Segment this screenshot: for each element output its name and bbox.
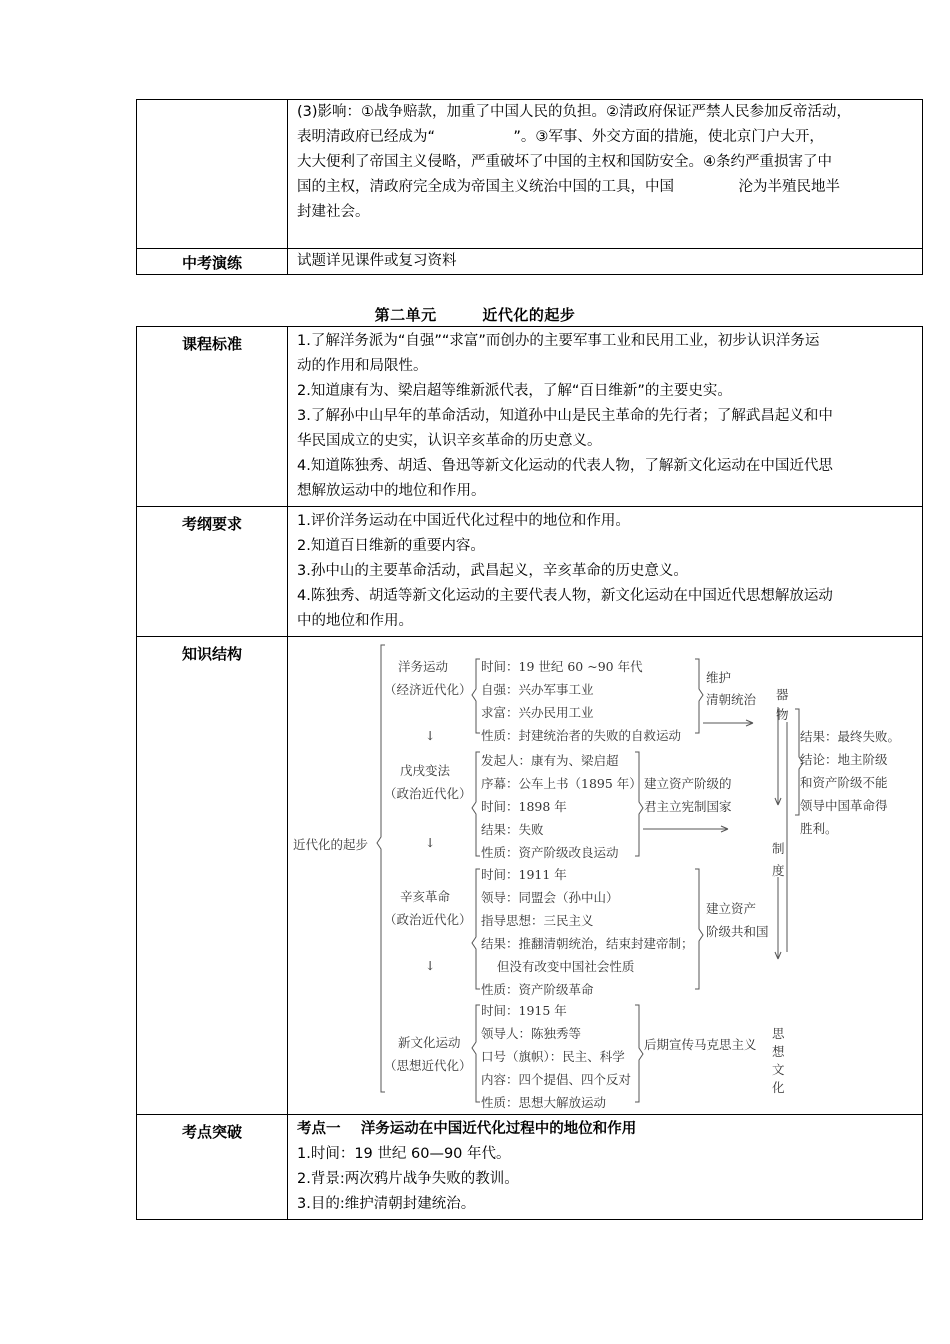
diagram-root: 近代化的起步	[293, 837, 369, 852]
outline-line: 3.孙中山的主要革命活动，武昌起义，辛亥革命的历史意义。	[297, 563, 688, 579]
level-thought: 思	[772, 1026, 785, 1041]
module-4-detail: 内容：四个提倡、四个反对	[481, 1072, 632, 1087]
standards-cell	[288, 327, 923, 507]
breakthrough-line: 2.背景:两次鸦片战争失败的教训。	[297, 1171, 519, 1187]
module-1-detail: 性质：封建统治者的失败的自救运动	[481, 728, 682, 743]
level-thought: 文	[772, 1062, 785, 1077]
breakthrough-title: 考点一 洋务运动在中国近代化过程中的地位和作用	[297, 1121, 637, 1137]
module-1-name: 洋务运动	[398, 659, 449, 674]
module-4-goal: 后期宣传马克思主义	[644, 1037, 757, 1052]
standards-label: 课程标准	[137, 327, 288, 507]
structure-cell	[288, 637, 923, 1115]
outline-line: 1.评价洋务运动在中国近代化过程中的地位和作用。	[297, 513, 630, 529]
impact-line: 表明清政府已经成为“ ”。③军事、外交方面的措施，使北京门户大开，	[297, 129, 824, 145]
top-table	[136, 99, 923, 275]
level-thought: 想	[772, 1044, 785, 1059]
module-4-detail: 口号（旗帜）：民主、科学	[481, 1049, 625, 1064]
down-arrow: ↓	[425, 728, 436, 743]
module-4-name: 新文化运动	[398, 1035, 461, 1050]
level-system: 制	[772, 841, 785, 856]
outline-line: 中的地位和作用。	[297, 613, 413, 629]
module-1-goal: 清朝统治	[706, 692, 757, 707]
module-2-sub: （政治近代化）	[384, 786, 472, 801]
module-2-goal: 建立资产阶级的	[644, 776, 732, 791]
standards-line: 1.了解洋务派为“自强”“求富”而创办的主要军事工业和民用工业，初步认识洋务运	[297, 333, 820, 349]
module-2-detail: 结果：失败	[481, 822, 544, 837]
result-line: 结果：最终失败。	[800, 729, 901, 744]
module-1-detail: 自强：兴办军事工业	[481, 682, 594, 697]
module-2-detail: 性质：资产阶级改良运动	[481, 845, 619, 860]
breakthrough-line: 1.时间：19 世纪 60—90 年代。	[297, 1146, 511, 1162]
standards-line: 想解放运动中的地位和作用。	[297, 483, 486, 499]
result-line: 和资产阶级不能	[800, 775, 888, 790]
result-line: 领导中国革命得	[800, 798, 888, 813]
module-3-detail: 指导思想：三民主义	[481, 913, 594, 928]
outline-line: 4.陈独秀、胡适等新文化运动的主要代表人物，新文化运动在中国近代思想解放运动	[297, 588, 833, 604]
standards-line: 3.了解孙中山早年的革命活动，知道孙中山是民主革命的先行者；了解武昌起义和中	[297, 408, 833, 424]
module-2-goal: 君主立宪制国家	[644, 799, 732, 814]
impact-cell	[288, 100, 923, 249]
level-system: 度	[772, 863, 785, 878]
module-4-sub: （思想近代化）	[384, 1058, 472, 1073]
unit-title: 第二单元 近代化的起步	[374, 306, 576, 324]
module-4-detail: 领导人：陈独秀等	[481, 1026, 582, 1041]
impact-line: 封建社会。	[297, 204, 370, 220]
module-1-detail: 时间：19 世纪 60 ~90 年代	[481, 659, 643, 674]
module-2-detail: 序幕：公车上书（1895 年）	[481, 776, 642, 791]
module-4-detail: 时间：1915 年	[481, 1003, 567, 1018]
module-1-sub: （经济近代化）	[384, 682, 472, 697]
standards-line: 华民国成立的史实，认识辛亥革命的历史意义。	[297, 433, 602, 449]
breakthrough-line: 3.目的:维护清朝封建统治。	[297, 1196, 476, 1212]
standards-line: 4.知道陈独秀、胡适、鲁迅等新文化运动的代表人物，了解新文化运动在中国近代思	[297, 458, 833, 474]
module-1-goal: 维护	[706, 670, 732, 685]
module-3-detail: 领导：同盟会（孙中山）	[481, 890, 619, 905]
outline-line: 2.知道百日维新的重要内容。	[297, 538, 485, 554]
exam-label: 中考演练	[137, 249, 288, 275]
module-3-detail: 但没有改变中国社会性质	[481, 959, 635, 974]
standards-line: 动的作用和局限性。	[297, 358, 428, 374]
standards-line: 2.知道康有为、梁启超等维新派代表，了解“百日维新”的主要史实。	[297, 383, 732, 399]
module-3-goal: 建立资产	[706, 901, 757, 916]
knowledge-structure-diagram	[288, 637, 924, 1110]
exam-text: 试题详见课件或复习资料	[288, 249, 923, 275]
module-2-detail: 发起人：康有为、梁启超	[481, 753, 619, 768]
impact-line: 大大便利了帝国主义侵略，严重破坏了中国的主权和国防安全。④条约严重损害了中	[297, 154, 832, 170]
module-1-detail: 求富：兴办民用工业	[481, 705, 594, 720]
module-2-name: 戊戌变法	[400, 763, 451, 778]
module-3-detail: 性质：资产阶级革命	[481, 982, 594, 997]
module-3-detail: 结果：推翻清朝统治，结束封建帝制；	[481, 936, 694, 951]
down-arrow: ↓	[425, 835, 436, 850]
impact-line: (3)影响：①战争赔款，加重了中国人民的负担。②清政府保证严禁人民参加反帝活动，	[297, 104, 852, 120]
module-4-detail: 性质：思想大解放运动	[481, 1095, 607, 1110]
breakthrough-cell	[288, 1115, 923, 1220]
outline-label: 考纲要求	[137, 507, 288, 637]
empty-label-cell	[137, 100, 288, 249]
level-objects: 物	[776, 707, 789, 722]
breakthrough-label: 考点突破	[137, 1115, 288, 1220]
down-arrow: ↓	[425, 958, 436, 973]
module-3-sub: （政治近代化）	[384, 912, 472, 927]
module-3-name: 辛亥革命	[400, 889, 451, 904]
main-table	[136, 326, 923, 1220]
structure-label: 知识结构	[137, 637, 288, 1115]
result-line: 结论：地主阶级	[800, 752, 888, 767]
module-3-goal: 阶级共和国	[706, 924, 769, 939]
outline-cell	[288, 507, 923, 637]
result-line: 胜利。	[800, 821, 838, 836]
level-thought: 化	[772, 1080, 785, 1095]
module-2-detail: 时间：1898 年	[481, 799, 567, 814]
level-objects: 器	[776, 687, 789, 702]
module-3-detail: 时间：1911 年	[481, 867, 567, 882]
impact-line: 国的主权，清政府完全成为帝国主义统治中国的工具，中国 沦为半殖民地半	[297, 179, 841, 195]
